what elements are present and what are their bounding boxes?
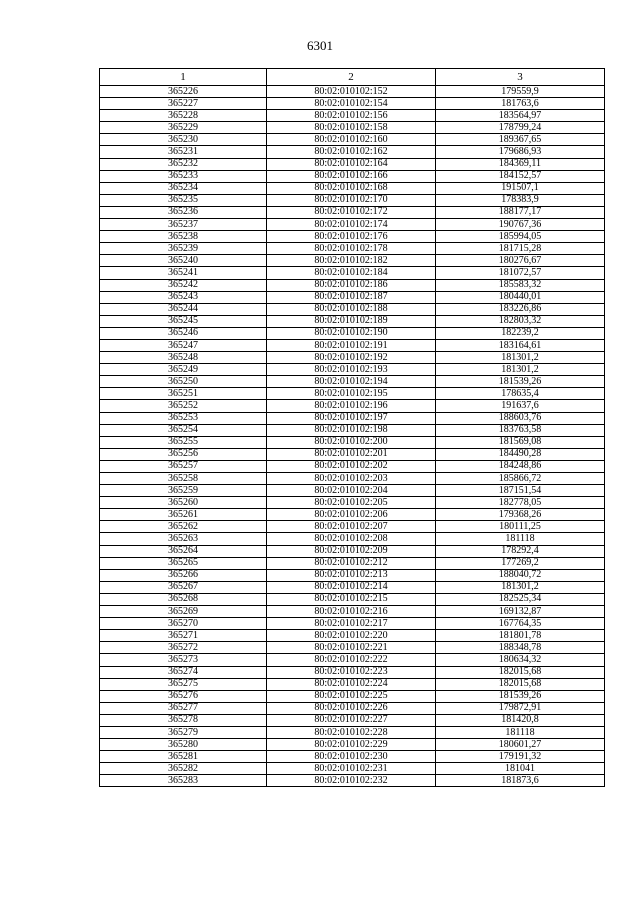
value-cell: 190767,36 xyxy=(436,219,605,231)
cadastral-number-cell: 80:02:010102:226 xyxy=(267,702,436,714)
row-number-cell: 365273 xyxy=(100,654,267,666)
cadastral-number-cell: 80:02:010102:186 xyxy=(267,279,436,291)
row-number-cell: 365252 xyxy=(100,400,267,412)
row-number-cell: 365247 xyxy=(100,339,267,351)
row-number-cell: 365246 xyxy=(100,327,267,339)
table-row xyxy=(100,666,605,678)
cadastral-number-cell: 80:02:010102:232 xyxy=(267,775,436,787)
row-number-cell: 365248 xyxy=(100,352,267,364)
table-row xyxy=(100,581,605,593)
table-row xyxy=(100,170,605,182)
row-number-cell: 365245 xyxy=(100,315,267,327)
table-row xyxy=(100,327,605,339)
value-cell: 183564,97 xyxy=(436,110,605,122)
value-cell: 179191,32 xyxy=(436,751,605,763)
table-row xyxy=(100,702,605,714)
value-cell: 181873,6 xyxy=(436,775,605,787)
row-number-cell: 365283 xyxy=(100,775,267,787)
data-table xyxy=(99,68,605,787)
value-cell: 188040,72 xyxy=(436,569,605,581)
table-row xyxy=(100,521,605,533)
table-row xyxy=(100,339,605,351)
cadastral-number-cell: 80:02:010102:162 xyxy=(267,146,436,158)
value-cell: 189367,65 xyxy=(436,134,605,146)
table-row xyxy=(100,424,605,436)
cadastral-number-cell: 80:02:010102:182 xyxy=(267,255,436,267)
row-number-cell: 365230 xyxy=(100,134,267,146)
row-number-cell: 365227 xyxy=(100,98,267,110)
cadastral-number-cell: 80:02:010102:166 xyxy=(267,170,436,182)
row-number-cell: 365267 xyxy=(100,581,267,593)
cadastral-number-cell: 80:02:010102:230 xyxy=(267,751,436,763)
cadastral-number-cell: 80:02:010102:231 xyxy=(267,763,436,775)
cadastral-number-cell: 80:02:010102:206 xyxy=(267,509,436,521)
header-cell-3: 3 xyxy=(436,69,605,86)
row-number-cell: 365258 xyxy=(100,473,267,485)
row-number-cell: 365262 xyxy=(100,521,267,533)
value-cell: 183763,58 xyxy=(436,424,605,436)
row-number-cell: 365236 xyxy=(100,206,267,218)
value-cell: 188603,76 xyxy=(436,412,605,424)
value-cell: 181420,8 xyxy=(436,714,605,726)
cadastral-number-cell: 80:02:010102:174 xyxy=(267,219,436,231)
value-cell: 178383,9 xyxy=(436,194,605,206)
cadastral-number-cell: 80:02:010102:195 xyxy=(267,388,436,400)
row-number-cell: 365250 xyxy=(100,376,267,388)
row-number-cell: 365275 xyxy=(100,678,267,690)
row-number-cell: 365229 xyxy=(100,122,267,134)
value-cell: 179368,26 xyxy=(436,509,605,521)
row-number-cell: 365244 xyxy=(100,303,267,315)
row-number-cell: 365242 xyxy=(100,279,267,291)
table-row xyxy=(100,364,605,376)
cadastral-number-cell: 80:02:010102:164 xyxy=(267,158,436,170)
cadastral-number-cell: 80:02:010102:222 xyxy=(267,654,436,666)
cadastral-number-cell: 80:02:010102:200 xyxy=(267,436,436,448)
cadastral-number-cell: 80:02:010102:189 xyxy=(267,315,436,327)
table-row xyxy=(100,315,605,327)
table-row xyxy=(100,593,605,605)
row-number-cell: 365249 xyxy=(100,364,267,376)
cadastral-number-cell: 80:02:010102:193 xyxy=(267,364,436,376)
row-number-cell: 365251 xyxy=(100,388,267,400)
table-row xyxy=(100,291,605,303)
value-cell: 180111,25 xyxy=(436,521,605,533)
row-number-cell: 365240 xyxy=(100,255,267,267)
table-row xyxy=(100,739,605,751)
table-row xyxy=(100,630,605,642)
row-number-cell: 365271 xyxy=(100,630,267,642)
row-number-cell: 365276 xyxy=(100,690,267,702)
table-row xyxy=(100,460,605,472)
table-row xyxy=(100,352,605,364)
cadastral-number-cell: 80:02:010102:203 xyxy=(267,473,436,485)
value-cell: 185583,32 xyxy=(436,279,605,291)
value-cell: 181539,26 xyxy=(436,376,605,388)
table-row xyxy=(100,726,605,738)
table-row xyxy=(100,763,605,775)
row-number-cell: 365243 xyxy=(100,291,267,303)
cadastral-number-cell: 80:02:010102:205 xyxy=(267,497,436,509)
value-cell: 185994,05 xyxy=(436,231,605,243)
table-row xyxy=(100,412,605,424)
table-row xyxy=(100,206,605,218)
cadastral-number-cell: 80:02:010102:184 xyxy=(267,267,436,279)
table-row xyxy=(100,448,605,460)
row-number-cell: 365237 xyxy=(100,219,267,231)
table-row xyxy=(100,509,605,521)
row-number-cell: 365235 xyxy=(100,194,267,206)
cadastral-number-cell: 80:02:010102:202 xyxy=(267,460,436,472)
value-cell: 183226,86 xyxy=(436,303,605,315)
row-number-cell: 365280 xyxy=(100,739,267,751)
value-cell: 184369,11 xyxy=(436,158,605,170)
value-cell: 180276,67 xyxy=(436,255,605,267)
cadastral-number-cell: 80:02:010102:207 xyxy=(267,521,436,533)
value-cell: 181301,2 xyxy=(436,352,605,364)
table-row xyxy=(100,678,605,690)
cadastral-number-cell: 80:02:010102:212 xyxy=(267,557,436,569)
row-number-cell: 365268 xyxy=(100,593,267,605)
row-number-cell: 365231 xyxy=(100,146,267,158)
cadastral-number-cell: 80:02:010102:221 xyxy=(267,642,436,654)
cadastral-number-cell: 80:02:010102:227 xyxy=(267,714,436,726)
table-row xyxy=(100,400,605,412)
value-cell: 188348,78 xyxy=(436,642,605,654)
header-row xyxy=(100,69,605,86)
row-number-cell: 365274 xyxy=(100,666,267,678)
cadastral-number-cell: 80:02:010102:215 xyxy=(267,593,436,605)
cadastral-number-cell: 80:02:010102:225 xyxy=(267,690,436,702)
cadastral-number-cell: 80:02:010102:158 xyxy=(267,122,436,134)
value-cell: 183164,61 xyxy=(436,339,605,351)
value-cell: 182015,68 xyxy=(436,666,605,678)
table-row xyxy=(100,146,605,158)
value-cell: 167764,35 xyxy=(436,618,605,630)
cadastral-number-cell: 80:02:010102:172 xyxy=(267,206,436,218)
row-number-cell: 365256 xyxy=(100,448,267,460)
table-row xyxy=(100,134,605,146)
value-cell: 180601,27 xyxy=(436,739,605,751)
row-number-cell: 365282 xyxy=(100,763,267,775)
table-row xyxy=(100,267,605,279)
header-cell-2: 2 xyxy=(267,69,436,86)
table-row xyxy=(100,122,605,134)
table-row xyxy=(100,219,605,231)
table-row xyxy=(100,642,605,654)
value-cell: 182803,32 xyxy=(436,315,605,327)
cadastral-number-cell: 80:02:010102:196 xyxy=(267,400,436,412)
value-cell: 178799,24 xyxy=(436,122,605,134)
row-number-cell: 365266 xyxy=(100,569,267,581)
table-row xyxy=(100,497,605,509)
value-cell: 178292,4 xyxy=(436,545,605,557)
table-row xyxy=(100,110,605,122)
table-row xyxy=(100,606,605,618)
value-cell: 181763,6 xyxy=(436,98,605,110)
cadastral-number-cell: 80:02:010102:187 xyxy=(267,291,436,303)
table-row xyxy=(100,303,605,315)
table-row xyxy=(100,436,605,448)
table-row xyxy=(100,618,605,630)
table-row xyxy=(100,376,605,388)
row-number-cell: 365260 xyxy=(100,497,267,509)
value-cell: 181569,08 xyxy=(436,436,605,448)
value-cell: 179686,93 xyxy=(436,146,605,158)
cadastral-number-cell: 80:02:010102:152 xyxy=(267,86,436,98)
row-number-cell: 365277 xyxy=(100,702,267,714)
value-cell: 191507,1 xyxy=(436,182,605,194)
table-row xyxy=(100,279,605,291)
cadastral-number-cell: 80:02:010102:229 xyxy=(267,739,436,751)
cadastral-number-cell: 80:02:010102:220 xyxy=(267,630,436,642)
table-row xyxy=(100,98,605,110)
value-cell: 181118 xyxy=(436,726,605,738)
value-cell: 180634,32 xyxy=(436,654,605,666)
cadastral-number-cell: 80:02:010102:228 xyxy=(267,726,436,738)
value-cell: 182239,2 xyxy=(436,327,605,339)
value-cell: 169132,87 xyxy=(436,606,605,618)
cadastral-number-cell: 80:02:010102:176 xyxy=(267,231,436,243)
value-cell: 188177,17 xyxy=(436,206,605,218)
row-number-cell: 365234 xyxy=(100,182,267,194)
cadastral-number-cell: 80:02:010102:156 xyxy=(267,110,436,122)
table-row xyxy=(100,158,605,170)
row-number-cell: 365261 xyxy=(100,509,267,521)
cadastral-number-cell: 80:02:010102:224 xyxy=(267,678,436,690)
value-cell: 181041 xyxy=(436,763,605,775)
table-row xyxy=(100,231,605,243)
table-row xyxy=(100,714,605,726)
cadastral-number-cell: 80:02:010102:168 xyxy=(267,182,436,194)
page-number: 6301 xyxy=(307,38,333,53)
row-number-cell: 365254 xyxy=(100,424,267,436)
table-body xyxy=(100,86,605,787)
table-row xyxy=(100,569,605,581)
value-cell: 184152,57 xyxy=(436,170,605,182)
value-cell: 182778,05 xyxy=(436,497,605,509)
cadastral-number-cell: 80:02:010102:217 xyxy=(267,618,436,630)
value-cell: 179559,9 xyxy=(436,86,605,98)
cadastral-number-cell: 80:02:010102:192 xyxy=(267,352,436,364)
table-row xyxy=(100,690,605,702)
row-number-cell: 365281 xyxy=(100,751,267,763)
table-row xyxy=(100,545,605,557)
table-row xyxy=(100,388,605,400)
value-cell: 181072,57 xyxy=(436,267,605,279)
cadastral-number-cell: 80:02:010102:204 xyxy=(267,485,436,497)
value-cell: 181539,26 xyxy=(436,690,605,702)
table-row xyxy=(100,243,605,255)
row-number-cell: 365228 xyxy=(100,110,267,122)
cadastral-number-cell: 80:02:010102:191 xyxy=(267,339,436,351)
row-number-cell: 365253 xyxy=(100,412,267,424)
value-cell: 185866,72 xyxy=(436,473,605,485)
row-number-cell: 365239 xyxy=(100,243,267,255)
cadastral-number-cell: 80:02:010102:209 xyxy=(267,545,436,557)
table-row xyxy=(100,557,605,569)
value-cell: 181801,78 xyxy=(436,630,605,642)
row-number-cell: 365233 xyxy=(100,170,267,182)
table-row xyxy=(100,86,605,98)
cadastral-number-cell: 80:02:010102:188 xyxy=(267,303,436,315)
cadastral-number-cell: 80:02:010102:214 xyxy=(267,581,436,593)
row-number-cell: 365265 xyxy=(100,557,267,569)
value-cell: 177269,2 xyxy=(436,557,605,569)
table-row xyxy=(100,654,605,666)
cadastral-number-cell: 80:02:010102:160 xyxy=(267,134,436,146)
value-cell: 184490,28 xyxy=(436,448,605,460)
value-cell: 178635,4 xyxy=(436,388,605,400)
value-cell: 181715,28 xyxy=(436,243,605,255)
value-cell: 180440,01 xyxy=(436,291,605,303)
cadastral-number-cell: 80:02:010102:208 xyxy=(267,533,436,545)
row-number-cell: 365263 xyxy=(100,533,267,545)
row-number-cell: 365257 xyxy=(100,460,267,472)
value-cell: 181301,2 xyxy=(436,364,605,376)
row-number-cell: 365226 xyxy=(100,86,267,98)
table-header xyxy=(100,69,605,86)
row-number-cell: 365255 xyxy=(100,436,267,448)
cadastral-number-cell: 80:02:010102:194 xyxy=(267,376,436,388)
table-row xyxy=(100,182,605,194)
table-row xyxy=(100,775,605,787)
cadastral-number-cell: 80:02:010102:216 xyxy=(267,606,436,618)
row-number-cell: 365238 xyxy=(100,231,267,243)
value-cell: 182525,34 xyxy=(436,593,605,605)
row-number-cell: 365269 xyxy=(100,606,267,618)
row-number-cell: 365279 xyxy=(100,726,267,738)
value-cell: 179872,91 xyxy=(436,702,605,714)
value-cell: 181301,2 xyxy=(436,581,605,593)
header-cell-1: 1 xyxy=(100,69,267,86)
cadastral-number-cell: 80:02:010102:223 xyxy=(267,666,436,678)
cadastral-number-cell: 80:02:010102:190 xyxy=(267,327,436,339)
cadastral-number-cell: 80:02:010102:201 xyxy=(267,448,436,460)
table-row xyxy=(100,533,605,545)
value-cell: 184248,86 xyxy=(436,460,605,472)
cadastral-number-cell: 80:02:010102:198 xyxy=(267,424,436,436)
table-row xyxy=(100,485,605,497)
cadastral-number-cell: 80:02:010102:170 xyxy=(267,194,436,206)
cadastral-number-cell: 80:02:010102:213 xyxy=(267,569,436,581)
value-cell: 191637,6 xyxy=(436,400,605,412)
value-cell: 181118 xyxy=(436,533,605,545)
row-number-cell: 365259 xyxy=(100,485,267,497)
table-row xyxy=(100,751,605,763)
row-number-cell: 365264 xyxy=(100,545,267,557)
value-cell: 182015,68 xyxy=(436,678,605,690)
table-row xyxy=(100,255,605,267)
row-number-cell: 365270 xyxy=(100,618,267,630)
value-cell: 187151,54 xyxy=(436,485,605,497)
row-number-cell: 365232 xyxy=(100,158,267,170)
row-number-cell: 365278 xyxy=(100,714,267,726)
cadastral-number-cell: 80:02:010102:178 xyxy=(267,243,436,255)
row-number-cell: 365272 xyxy=(100,642,267,654)
table-row xyxy=(100,473,605,485)
cadastral-number-cell: 80:02:010102:197 xyxy=(267,412,436,424)
table-row xyxy=(100,194,605,206)
row-number-cell: 365241 xyxy=(100,267,267,279)
cadastral-number-cell: 80:02:010102:154 xyxy=(267,98,436,110)
